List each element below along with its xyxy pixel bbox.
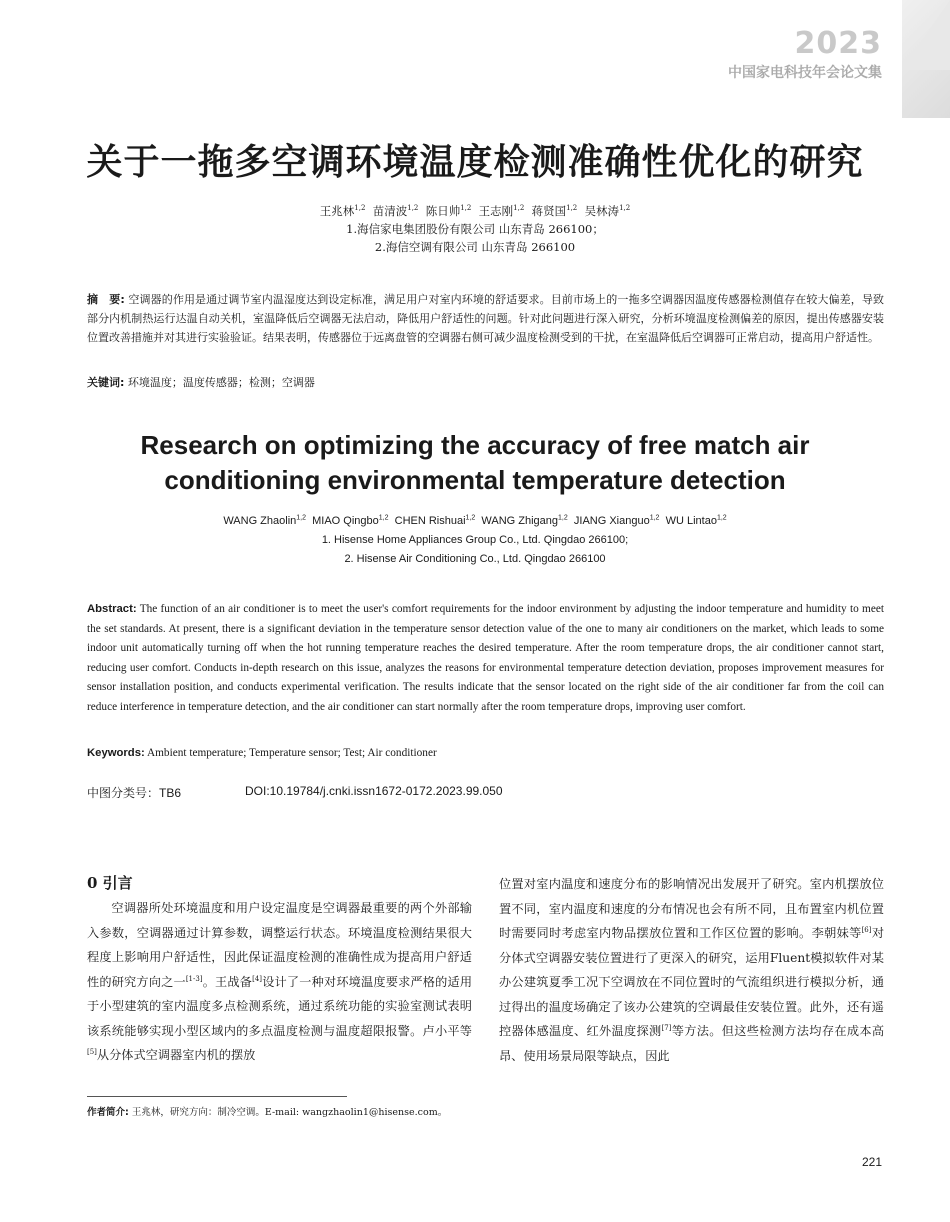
- chinese-affiliation-2: 2.海信空调有限公司 山东青岛 266100: [374, 240, 576, 254]
- chinese-abstract-label: 摘 要:: [87, 293, 125, 306]
- body-text-run: 对分体式空调器安装位置进行了更深入的研究，运用Fluent模拟软件对某办公建筑夏季工况下空调放在不同位置时的气流组织进行模拟分析，通过得出的温度场确定了该办公建筑的空调最佳安装位置。此外，还有遥控器体感温度、红外温度探测: [499, 926, 885, 1038]
- english-keywords-text: Ambient temperature; Temperature sensor; Test; Air conditioner: [146, 747, 437, 759]
- footnote-text: 王兆林，研究方向：制冷空调。E-mail: wangzhaolin1@hisense.com。: [131, 1107, 448, 1118]
- chinese-author-name: 苗清波: [372, 204, 408, 218]
- chinese-author-affiliation-mark: 1,2: [407, 204, 419, 213]
- body-column-right: [499, 872, 884, 1068]
- body-text-run: 从分体式空调器室内机的摆放: [96, 1048, 256, 1062]
- chinese-abstract: [87, 290, 884, 347]
- chinese-author-list: [0, 202, 950, 220]
- footnote-divider: [87, 1096, 347, 1097]
- english-author-name: WANG Zhigang: [481, 515, 559, 527]
- english-author-affiliation-mark: 1,2: [465, 514, 476, 522]
- english-keywords-label: Keywords:: [87, 747, 145, 759]
- footnote-label: 作者简介:: [87, 1107, 129, 1118]
- body-text-run: 等方法。但这些检测方法均存在成本高昂、使用场景局限等缺点，因此: [499, 1024, 885, 1063]
- chinese-author-affiliation-mark: 1,2: [513, 204, 525, 213]
- chinese-author-affiliation-mark: 1,2: [354, 204, 366, 213]
- english-author-affiliation-mark: 1,2: [296, 514, 306, 522]
- english-abstract-text: The function of an air conditioner is to meet the user's comfort requirements for the indoor environment by adjusting the indoor temperature and humidity to meet the set standards. At present, there is a significant deviation in the temperature sensor detection value of the one to many air conditioners on the market, which leads to some indoor unit automatically turning off when the hot running temperature reaches the desired temperature. After the room temperature drops, the air conditioner cannot start, reducing user comfort. Conducts in-depth research on this issue, analyzes the reasons for environmental temperature detection deviation, proposes improvement measures for sensor installation position, and conducts experimental verification. The results indicate that the sensor located on the right side of the air conditioner far from the coil can reduce interference in temperature detection, and the air conditioner can start normally after the room temperature drops, improving user comfort.: [87, 603, 884, 713]
- journal-year: 2023: [794, 26, 882, 61]
- chinese-affiliation-1: 1.海信家电集团股份有限公司 山东青岛 266100；: [346, 222, 604, 236]
- chinese-author-name: 吴林涛: [584, 204, 620, 218]
- citation-reference: [5]: [87, 1047, 97, 1056]
- english-title: [60, 428, 890, 498]
- citation-reference: [6]: [861, 925, 872, 934]
- body-text-run: 。王战备: [202, 974, 253, 989]
- english-author-affiliation-mark: 1,2: [649, 514, 660, 522]
- english-author-name: WANG Zhaolin: [223, 515, 297, 527]
- english-author-name: MIAO Qingbo: [312, 515, 379, 527]
- english-affiliation-2: 2. Hisense Air Conditioning Co., Ltd. Qingdao 266100: [344, 553, 606, 565]
- chinese-author-name: 陈日帅: [425, 204, 461, 218]
- citation-reference: [4]: [252, 974, 263, 983]
- doi: DOI:10.19784/j.cnki.issn1672-0172.2023.99.050: [245, 784, 503, 798]
- chinese-author-name: 蒋贤国: [531, 204, 567, 218]
- english-affiliation-1: 1. Hisense Home Appliances Group Co., Ltd. Qingdao 266100;: [321, 534, 629, 546]
- english-author-list: [0, 512, 950, 531]
- chinese-author-affiliation-mark: 1,2: [566, 204, 578, 213]
- english-author-name: WU Lintao: [665, 515, 717, 527]
- chinese-abstract-text: 空调器的作用是通过调节室内温湿度达到设定标准，满足用户对室内环境的舒适要求。目前市场上的一拖多空调器因温度传感器检测值存在较大偏差，导致部分内机制热运行达温自动关机，室温降低后空调器无法启动，降低用户舒适性的问题。针对此问题进行深入研究，分析环境温度检测偏差的原因，提出传感器安装位置改善措施并对其进行实验验证。结果表明，传感器位于远离盘管的空调器右侧可减少温度检测受到的干扰，在室温降低后空调器可正常启动，提高用户舒适性。: [87, 293, 885, 344]
- citation-reference: [7]: [661, 1023, 672, 1032]
- clc-number: 中图分类号：TB6: [87, 786, 182, 800]
- chinese-author-block: [0, 202, 950, 256]
- section-heading: 0 引言: [87, 874, 133, 892]
- english-abstract-label: Abstract:: [87, 603, 137, 615]
- journal-name: 中国家电科技年会论文集: [728, 65, 882, 81]
- english-author-name: CHEN Rishuai: [394, 515, 466, 527]
- english-author-affiliation-mark: 1,2: [558, 514, 568, 522]
- chinese-title: 关于一拖多空调环境温度检测准确性优化的研究: [86, 141, 864, 183]
- body-paragraph-left: [87, 896, 472, 1068]
- chinese-keywords-text: 环境温度；温度传感器；检测；空调器: [127, 376, 315, 389]
- english-abstract: [87, 600, 884, 717]
- english-title-line-1: Research on optimizing the accuracy of free match air: [140, 430, 810, 460]
- chinese-author-affiliation-mark: 1,2: [460, 204, 472, 213]
- page-corner-fold: [902, 0, 950, 70]
- citation-reference: [1-3]: [185, 974, 203, 983]
- body-text-run: 空调器所处环境温度和用户设定温度是空调器最重要的两个外部输入参数，空调器通过计算参数，调整运行状态。环境温度检测结果很大程度上影响用户舒适性，因此保证温度检测的准确性成为提高用户舒适性的研究方向之一: [87, 901, 472, 989]
- body-text-run: 位置对室内温度和速度分布的影响情况出发展开了研究。室内机摆放位置不同，室内温度和速度的分布情况也会有所不同，且布置室内机位置时需要同时考虑室内物品摆放位置和工作区位置的影响。李朝妹等: [499, 877, 884, 940]
- english-author-affiliation-mark: 1,2: [378, 514, 389, 522]
- chinese-keywords-label: 关键词:: [87, 376, 125, 389]
- english-author-block: [0, 512, 950, 569]
- english-keywords: [87, 744, 884, 763]
- page-number: 221: [861, 1155, 882, 1169]
- chinese-keywords: [87, 373, 884, 392]
- body-paragraph-right: [499, 872, 884, 1068]
- classification-line: [87, 784, 503, 801]
- chinese-author-name: 王兆林: [319, 204, 355, 218]
- body-column-left: [87, 872, 472, 1068]
- author-footnote: [87, 1104, 447, 1118]
- english-author-affiliation-mark: 1,2: [716, 514, 727, 522]
- english-author-name: JIANG Xianguo: [573, 515, 650, 527]
- chinese-author-name: 王志刚: [478, 204, 514, 218]
- english-title-line-2: conditioning environmental temperature detection: [164, 465, 786, 495]
- body-text-run: 设计了一种对环境温度要求严格的适用于小型建筑的室内温度多点检测系统，通过系统功能的实验室测试表明该系统能够实现小型区域内的多点温度检测与温度超限报警。卢小平等: [87, 974, 473, 1038]
- chinese-author-affiliation-mark: 1,2: [619, 204, 631, 213]
